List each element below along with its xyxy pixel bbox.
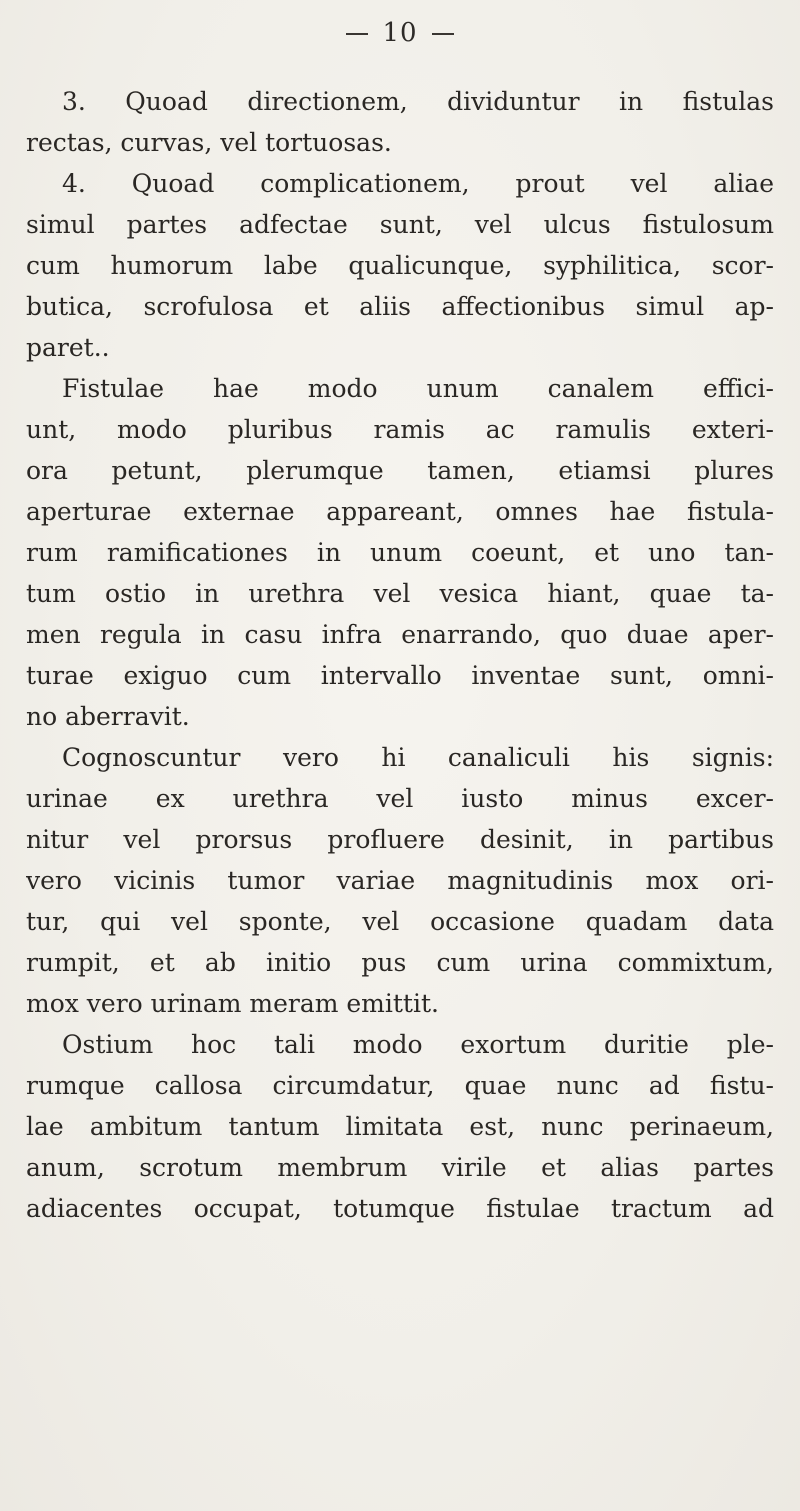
text-line: adiacentes occupat, totumque fistulae tractum ad — [26, 1194, 774, 1223]
text-line: turae exiguo cum intervallo inventae sunt, omni- — [26, 661, 774, 690]
text-line: unt, modo pluribus ramis ac ramulis exteri- — [26, 415, 774, 444]
text-line: vero vicinis tumor variae magnitudinis mox ori- — [26, 866, 774, 895]
text-line: mox vero urinam meram emittit. — [26, 989, 439, 1018]
text-line: anum, scrotum membrum virile et alias partes — [26, 1153, 774, 1182]
text-line: tum ostio in urethra vel vesica hiant, quae ta- — [26, 579, 774, 608]
text-line: simul partes adfectae sunt, vel ulcus fistulosum — [26, 210, 774, 239]
text-line: butica, scrofulosa et aliis affectionibus simul ap- — [26, 292, 774, 321]
text-line: rumque callosa circumdatur, quae nunc ad fistu- — [26, 1071, 774, 1100]
text-line: rectas, curvas, vel tortuosas. — [26, 128, 392, 157]
text-line: men regula in casu infra enarrando, quo duae aper- — [26, 620, 774, 649]
text-line: tur, qui vel sponte, vel occasione quadam data — [26, 907, 774, 936]
text-line: paret.. — [26, 333, 110, 362]
text-line: rum ramificationes in unum coeunt, et uno tan- — [26, 538, 774, 567]
text-line: Fistulae hae modo unum canalem effici- — [62, 374, 774, 403]
text-line: lae ambitum tantum limitata est, nunc perinaeum, — [26, 1112, 774, 1141]
text-line: 4. Quoad complicationem, prout vel aliae — [62, 169, 774, 198]
header-dash-right — [432, 33, 454, 35]
text-line: cum humorum labe qualicunque, syphilitica, scor- — [26, 251, 774, 280]
text-line: aperturae externae appareant, omnes hae fistula- — [26, 497, 774, 526]
text-line: 3. Quoad directionem, dividuntur in fistulas — [62, 87, 774, 116]
text-line: ora petunt, plerumque tamen, etiamsi plures — [26, 456, 774, 485]
text-line: no aberravit. — [26, 702, 190, 731]
text-line: Cognoscuntur vero hi canaliculi his signis: — [62, 743, 774, 772]
text-line: Ostium hoc tali modo exortum duritie ple- — [62, 1030, 774, 1059]
page-header — [0, 18, 800, 48]
text-line: urinae ex urethra vel iusto minus excer- — [26, 784, 774, 813]
header-dash-left — [346, 33, 368, 35]
text-line: nitur vel prorsus profluere desinit, in partibus — [26, 825, 774, 854]
text-line: rumpit, et ab initio pus cum urina commixtum, — [26, 948, 774, 977]
page-number: 10 — [382, 18, 418, 48]
